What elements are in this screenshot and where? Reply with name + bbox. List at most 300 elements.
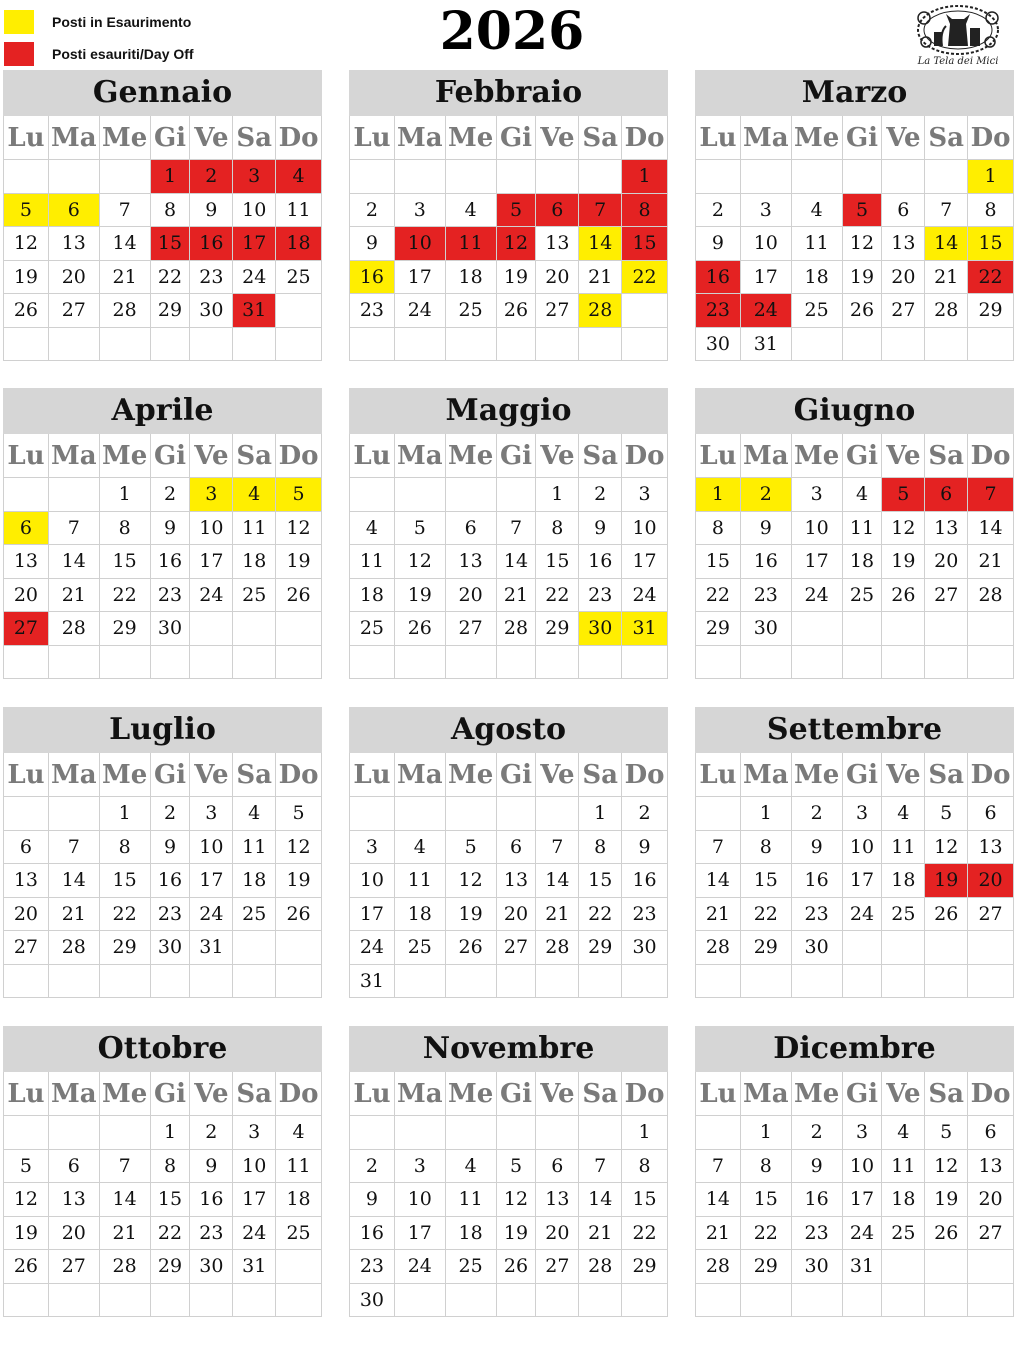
empty-cell (968, 1250, 1014, 1284)
empty-cell (843, 612, 883, 646)
empty-cell (151, 965, 191, 999)
empty-cell (792, 646, 843, 680)
weekday-label: Do (968, 434, 1014, 478)
day-cell: 18 (882, 1183, 925, 1217)
day-cell: 27 (882, 294, 925, 328)
day-cell: 1 (622, 1116, 668, 1150)
weekday-label: Ve (882, 434, 925, 478)
day-cell: 24 (843, 898, 883, 932)
weekday-label: Do (276, 1072, 322, 1116)
day-cell: 22 (741, 1217, 792, 1251)
day-cell: 7 (49, 831, 100, 865)
day-cell: 6 (536, 194, 579, 228)
day-cell: 29 (968, 294, 1014, 328)
month-grid (695, 434, 1014, 679)
day-cell: 16 (151, 864, 191, 898)
week-row (350, 227, 668, 261)
day-cell: 22 (100, 579, 151, 613)
weekday-header-row (696, 1072, 1014, 1116)
day-cell: 10 (395, 1183, 446, 1217)
day-cell: 10 (792, 512, 843, 546)
day-cell: 5 (843, 194, 883, 228)
week-row (696, 194, 1014, 228)
day-cell: 27 (4, 931, 49, 965)
month-febbraio (349, 70, 668, 361)
day-cell: 27 (49, 294, 100, 328)
weekday-label: Gi (843, 434, 883, 478)
weekday-header-row (4, 753, 322, 797)
day-cell: 12 (446, 864, 497, 898)
day-cell: 6 (4, 831, 49, 865)
day-cell: 26 (497, 1250, 537, 1284)
day-cell: 18 (233, 545, 276, 579)
empty-cell (190, 965, 233, 999)
empty-cell (395, 646, 446, 680)
day-cell: 10 (843, 1150, 883, 1184)
empty-cell (49, 328, 100, 362)
day-cell: 20 (4, 898, 49, 932)
day-cell: 28 (579, 294, 622, 328)
empty-cell (350, 478, 395, 512)
empty-cell (497, 965, 537, 999)
day-cell: 13 (536, 227, 579, 261)
day-cell: 20 (968, 1183, 1014, 1217)
day-cell: 10 (233, 1150, 276, 1184)
day-cell: 17 (792, 545, 843, 579)
empty-cell (233, 646, 276, 680)
empty-cell (100, 1284, 151, 1318)
day-cell: 3 (395, 1150, 446, 1184)
weekday-header-row (4, 116, 322, 160)
empty-cell (49, 160, 100, 194)
weekday-label: Sa (233, 116, 276, 160)
day-cell: 25 (792, 294, 843, 328)
day-cell: 7 (696, 1150, 741, 1184)
month-title: Settembre (695, 707, 1014, 753)
weekday-label: Do (622, 753, 668, 797)
day-cell: 15 (696, 545, 741, 579)
week-row (4, 579, 322, 613)
weekday-label: Do (276, 753, 322, 797)
day-cell: 16 (151, 545, 191, 579)
day-cell: 1 (968, 160, 1014, 194)
day-cell: 12 (4, 1183, 49, 1217)
empty-cell (741, 1284, 792, 1318)
day-cell: 23 (190, 261, 233, 295)
day-cell: 1 (536, 478, 579, 512)
empty-cell (536, 797, 579, 831)
week-row (350, 864, 668, 898)
month-aprile (3, 388, 322, 679)
month-grid (3, 434, 322, 679)
empty-cell (190, 646, 233, 680)
day-cell: 24 (395, 294, 446, 328)
day-cell: 19 (276, 864, 322, 898)
weekday-label: Ve (536, 1072, 579, 1116)
day-cell: 20 (497, 898, 537, 932)
empty-cell (395, 160, 446, 194)
weekday-label: Sa (579, 434, 622, 478)
day-cell: 4 (276, 1116, 322, 1150)
empty-cell (100, 328, 151, 362)
day-cell: 11 (395, 864, 446, 898)
weekday-label: Gi (151, 1072, 191, 1116)
weekday-label: Ma (49, 116, 100, 160)
month-giugno (695, 388, 1014, 679)
weekday-label: Sa (925, 753, 968, 797)
day-cell: 25 (843, 579, 883, 613)
weekday-label: Me (792, 434, 843, 478)
month-title: Luglio (3, 707, 322, 753)
day-cell: 7 (696, 831, 741, 865)
day-cell: 14 (100, 227, 151, 261)
day-cell: 29 (100, 931, 151, 965)
day-cell: 3 (350, 831, 395, 865)
day-cell: 18 (233, 864, 276, 898)
day-cell: 28 (497, 612, 537, 646)
day-cell: 28 (100, 1250, 151, 1284)
day-cell: 2 (622, 797, 668, 831)
day-cell: 13 (49, 227, 100, 261)
month-title: Marzo (695, 70, 1014, 116)
day-cell: 17 (843, 864, 883, 898)
day-cell: 30 (741, 612, 792, 646)
day-cell: 22 (622, 261, 668, 295)
day-cell: 2 (190, 1116, 233, 1150)
day-cell: 30 (622, 931, 668, 965)
weekday-header-row (350, 116, 668, 160)
empty-cell (446, 797, 497, 831)
empty-cell (968, 1284, 1014, 1318)
week-row (4, 194, 322, 228)
day-cell: 12 (843, 227, 883, 261)
day-cell: 28 (925, 294, 968, 328)
day-cell: 8 (741, 1150, 792, 1184)
day-cell: 9 (696, 227, 741, 261)
empty-cell (925, 965, 968, 999)
weekday-label: Gi (151, 116, 191, 160)
weekday-label: Lu (350, 1072, 395, 1116)
day-cell: 9 (792, 831, 843, 865)
empty-cell (190, 1284, 233, 1318)
empty-cell (579, 160, 622, 194)
day-cell: 19 (925, 864, 968, 898)
day-cell: 15 (968, 227, 1014, 261)
empty-cell (792, 612, 843, 646)
day-cell: 19 (843, 261, 883, 295)
day-cell: 30 (792, 1250, 843, 1284)
week-row (696, 931, 1014, 965)
empty-cell (4, 328, 49, 362)
weekday-label: Ma (741, 434, 792, 478)
empty-cell (497, 1284, 537, 1318)
weekday-label: Do (968, 116, 1014, 160)
empty-cell (792, 965, 843, 999)
day-cell: 12 (497, 1183, 537, 1217)
day-cell: 24 (843, 1217, 883, 1251)
empty-cell (497, 797, 537, 831)
day-cell: 18 (882, 864, 925, 898)
weekday-label: Gi (497, 753, 537, 797)
weekday-label: Lu (696, 434, 741, 478)
month-title: Ottobre (3, 1026, 322, 1072)
day-cell: 15 (741, 1183, 792, 1217)
day-cell: 18 (276, 1183, 322, 1217)
empty-cell (233, 612, 276, 646)
day-cell: 1 (741, 1116, 792, 1150)
empty-cell (190, 328, 233, 362)
day-cell: 16 (190, 227, 233, 261)
weekday-label: Ve (190, 1072, 233, 1116)
week-row (4, 797, 322, 831)
day-cell: 10 (350, 864, 395, 898)
day-cell: 8 (741, 831, 792, 865)
week-row (4, 1116, 322, 1150)
day-cell: 21 (696, 898, 741, 932)
day-cell: 18 (276, 227, 322, 261)
weekday-label: Gi (497, 116, 537, 160)
day-cell: 8 (622, 1150, 668, 1184)
week-row (4, 1284, 322, 1318)
day-cell: 23 (792, 898, 843, 932)
week-row (350, 160, 668, 194)
weekday-label: Ve (536, 116, 579, 160)
week-row (350, 646, 668, 680)
weekday-label: Sa (925, 434, 968, 478)
week-row (350, 328, 668, 362)
weekday-label: Ve (882, 1072, 925, 1116)
weekday-label: Ve (882, 116, 925, 160)
empty-cell (233, 931, 276, 965)
day-cell: 2 (741, 478, 792, 512)
day-cell: 21 (497, 579, 537, 613)
week-row (696, 1217, 1014, 1251)
day-cell: 26 (276, 579, 322, 613)
weekday-header-row (696, 116, 1014, 160)
day-cell: 21 (100, 261, 151, 295)
day-cell: 3 (395, 194, 446, 228)
empty-cell (792, 1284, 843, 1318)
weekday-label: Me (100, 753, 151, 797)
month-maggio (349, 388, 668, 679)
day-cell: 12 (4, 227, 49, 261)
day-cell: 30 (190, 1250, 233, 1284)
day-cell: 8 (622, 194, 668, 228)
weekday-label: Sa (233, 753, 276, 797)
day-cell: 31 (843, 1250, 883, 1284)
week-row (4, 965, 322, 999)
weekday-header-row (350, 1072, 668, 1116)
weekday-label: Lu (696, 753, 741, 797)
day-cell: 20 (4, 579, 49, 613)
weekday-label: Me (446, 1072, 497, 1116)
day-cell: 22 (622, 1217, 668, 1251)
day-cell: 7 (49, 512, 100, 546)
weekday-label: Lu (696, 1072, 741, 1116)
empty-cell (276, 965, 322, 999)
day-cell: 7 (579, 1150, 622, 1184)
empty-cell (276, 328, 322, 362)
month-grid (349, 1072, 668, 1317)
month-grid (349, 116, 668, 361)
day-cell: 28 (579, 1250, 622, 1284)
weekday-label: Do (622, 434, 668, 478)
day-cell: 25 (882, 898, 925, 932)
empty-cell (446, 646, 497, 680)
weekday-label: Ma (49, 434, 100, 478)
day-cell: 7 (100, 1150, 151, 1184)
day-cell: 3 (190, 797, 233, 831)
empty-cell (497, 1116, 537, 1150)
empty-cell (276, 931, 322, 965)
day-cell: 18 (446, 261, 497, 295)
empty-cell (882, 931, 925, 965)
empty-cell (100, 1116, 151, 1150)
day-cell: 9 (350, 1183, 395, 1217)
day-cell: 14 (49, 864, 100, 898)
week-row (350, 512, 668, 546)
empty-cell (696, 1284, 741, 1318)
day-cell: 6 (49, 194, 100, 228)
day-cell: 15 (741, 864, 792, 898)
week-row (4, 328, 322, 362)
day-cell: 27 (536, 294, 579, 328)
day-cell: 29 (622, 1250, 668, 1284)
empty-cell (233, 1284, 276, 1318)
day-cell: 15 (536, 545, 579, 579)
day-cell: 8 (968, 194, 1014, 228)
month-title: Febbraio (349, 70, 668, 116)
day-cell: 24 (233, 261, 276, 295)
empty-cell (696, 646, 741, 680)
weekday-label: Ma (395, 116, 446, 160)
day-cell: 11 (882, 831, 925, 865)
day-cell: 17 (233, 227, 276, 261)
empty-cell (446, 1116, 497, 1150)
day-cell: 9 (579, 512, 622, 546)
day-cell: 24 (190, 579, 233, 613)
empty-cell (882, 160, 925, 194)
weekday-label: Sa (233, 434, 276, 478)
empty-cell (925, 931, 968, 965)
day-cell: 18 (843, 545, 883, 579)
empty-cell (622, 646, 668, 680)
week-row (696, 612, 1014, 646)
empty-cell (579, 328, 622, 362)
day-cell: 4 (233, 478, 276, 512)
month-title: Maggio (349, 388, 668, 434)
day-cell: 16 (792, 1183, 843, 1217)
weekday-label: Do (968, 1072, 1014, 1116)
day-cell: 20 (536, 261, 579, 295)
day-cell: 24 (233, 1217, 276, 1251)
day-cell: 5 (4, 194, 49, 228)
day-cell: 19 (925, 1183, 968, 1217)
day-cell: 10 (395, 227, 446, 261)
day-cell: 21 (696, 1217, 741, 1251)
day-cell: 3 (190, 478, 233, 512)
week-row (350, 898, 668, 932)
day-cell: 25 (233, 898, 276, 932)
empty-cell (100, 646, 151, 680)
day-cell: 25 (276, 1217, 322, 1251)
day-cell: 31 (233, 1250, 276, 1284)
empty-cell (925, 1284, 968, 1318)
day-cell: 6 (536, 1150, 579, 1184)
day-cell: 29 (100, 612, 151, 646)
day-cell: 15 (100, 545, 151, 579)
week-row (4, 545, 322, 579)
day-cell: 4 (446, 1150, 497, 1184)
week-row (696, 1116, 1014, 1150)
day-cell: 17 (395, 261, 446, 295)
day-cell: 1 (100, 797, 151, 831)
day-cell: 30 (792, 931, 843, 965)
week-row (4, 1183, 322, 1217)
empty-cell (536, 1284, 579, 1318)
empty-cell (350, 797, 395, 831)
empty-cell (276, 612, 322, 646)
day-cell: 25 (882, 1217, 925, 1251)
weekday-label: Gi (497, 1072, 537, 1116)
legend-label-red: Posti esauriti/Day Off (52, 46, 194, 62)
weekday-label: Ma (395, 434, 446, 478)
week-row (696, 1150, 1014, 1184)
day-cell: 26 (497, 294, 537, 328)
day-cell: 14 (925, 227, 968, 261)
day-cell: 6 (968, 797, 1014, 831)
day-cell: 17 (190, 864, 233, 898)
day-cell: 26 (446, 931, 497, 965)
day-cell: 14 (579, 227, 622, 261)
empty-cell (350, 160, 395, 194)
weekday-label: Gi (151, 753, 191, 797)
empty-cell (4, 965, 49, 999)
day-cell: 17 (350, 898, 395, 932)
empty-cell (395, 478, 446, 512)
weekday-label: Do (276, 116, 322, 160)
empty-cell (395, 1284, 446, 1318)
weekday-label: Do (622, 1072, 668, 1116)
day-cell: 3 (233, 1116, 276, 1150)
week-row (350, 478, 668, 512)
weekday-label: Lu (350, 116, 395, 160)
day-cell: 16 (190, 1183, 233, 1217)
month-dicembre (695, 1026, 1014, 1317)
empty-cell (843, 646, 883, 680)
weekday-label: Lu (696, 116, 741, 160)
day-cell: 23 (696, 294, 741, 328)
logo-text: La Tela dei Mici (917, 56, 999, 67)
day-cell: 9 (151, 831, 191, 865)
year-title: 2026 (439, 1, 585, 62)
day-cell: 31 (741, 328, 792, 362)
day-cell: 12 (882, 512, 925, 546)
day-cell: 19 (4, 1217, 49, 1251)
empty-cell (882, 612, 925, 646)
day-cell: 16 (792, 864, 843, 898)
day-cell: 22 (968, 261, 1014, 295)
empty-cell (622, 294, 668, 328)
day-cell: 31 (622, 612, 668, 646)
day-cell: 30 (579, 612, 622, 646)
week-row (350, 294, 668, 328)
day-cell: 19 (882, 545, 925, 579)
weekday-label: Me (792, 753, 843, 797)
month-title: Gennaio (3, 70, 322, 116)
month-settembre (695, 707, 1014, 998)
day-cell: 23 (190, 1217, 233, 1251)
